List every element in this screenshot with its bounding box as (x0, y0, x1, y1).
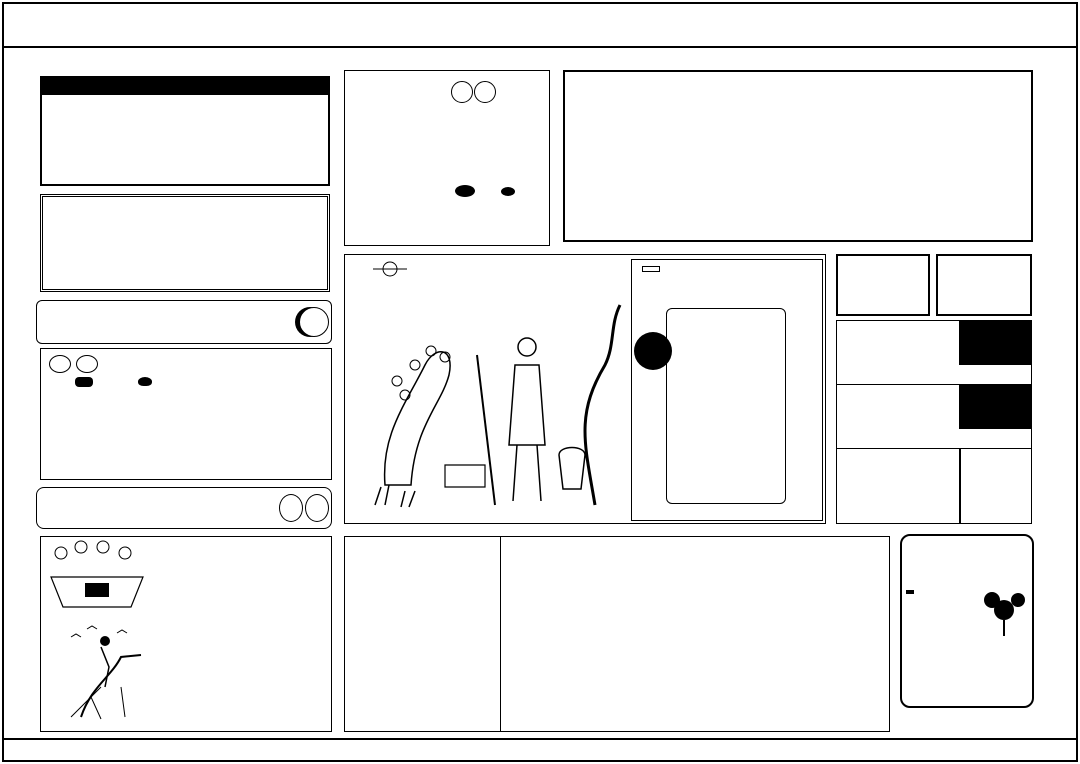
lucky-line-2 (49, 375, 152, 389)
header-bar (4, 4, 1076, 48)
flower-illustration (964, 576, 1034, 636)
mouse-icon (138, 377, 152, 386)
mouse-icon-2 (501, 187, 515, 196)
monkey-icon (455, 185, 475, 197)
num-row-2 (837, 385, 1031, 449)
sister-num-2 (305, 494, 329, 522)
right-numbers-panel (836, 320, 1032, 524)
scroll-text (682, 320, 778, 470)
num-side-2 (959, 385, 1031, 429)
left-border-strip (8, 68, 28, 736)
story-box (40, 536, 332, 732)
strategy-box (900, 534, 1034, 708)
right-border-strip (1050, 68, 1072, 736)
sister-nums (279, 494, 329, 522)
hotcold-table-box (40, 76, 330, 186)
lucky-box (40, 348, 332, 480)
ox-icon (75, 377, 93, 387)
results-box (344, 536, 890, 732)
lucky-num-2 (76, 355, 98, 373)
results-dot-grid (502, 537, 890, 731)
bird-tree-illustration (41, 537, 153, 729)
scene-illustration (345, 255, 627, 521)
draw-result-strip (36, 300, 332, 344)
treasure-title (642, 266, 660, 272)
open-box-2 (936, 254, 1032, 316)
computer-analysis-box (40, 194, 330, 292)
special-code-box (344, 70, 550, 246)
period-box (816, 14, 854, 32)
sister-num-1 (279, 494, 303, 522)
logo-box (563, 70, 1033, 242)
open-box-1 (836, 254, 930, 316)
lucky-line-1 (49, 355, 98, 377)
lucky-line-4 (49, 411, 85, 425)
hotcold-title (42, 78, 328, 95)
scroll-knob (634, 332, 672, 370)
lucky-num-1 (49, 355, 71, 373)
special-number (299, 307, 329, 341)
select-divider (959, 449, 961, 523)
lucky-line-5 (49, 429, 85, 443)
illustration-box (344, 254, 826, 524)
treasure-map (631, 259, 823, 521)
select-row (837, 449, 1031, 523)
special-ball (299, 307, 329, 337)
special-num-2 (474, 81, 496, 103)
strategy-subtitle (906, 590, 914, 594)
num-row-1 (837, 321, 1031, 385)
results-left (345, 537, 501, 731)
special-num-1 (451, 81, 473, 103)
num-side-1 (959, 321, 1031, 365)
footer-bar (4, 738, 1076, 760)
top-border-strip (8, 48, 1072, 66)
special-nums (451, 81, 496, 103)
sister-box (36, 487, 332, 529)
